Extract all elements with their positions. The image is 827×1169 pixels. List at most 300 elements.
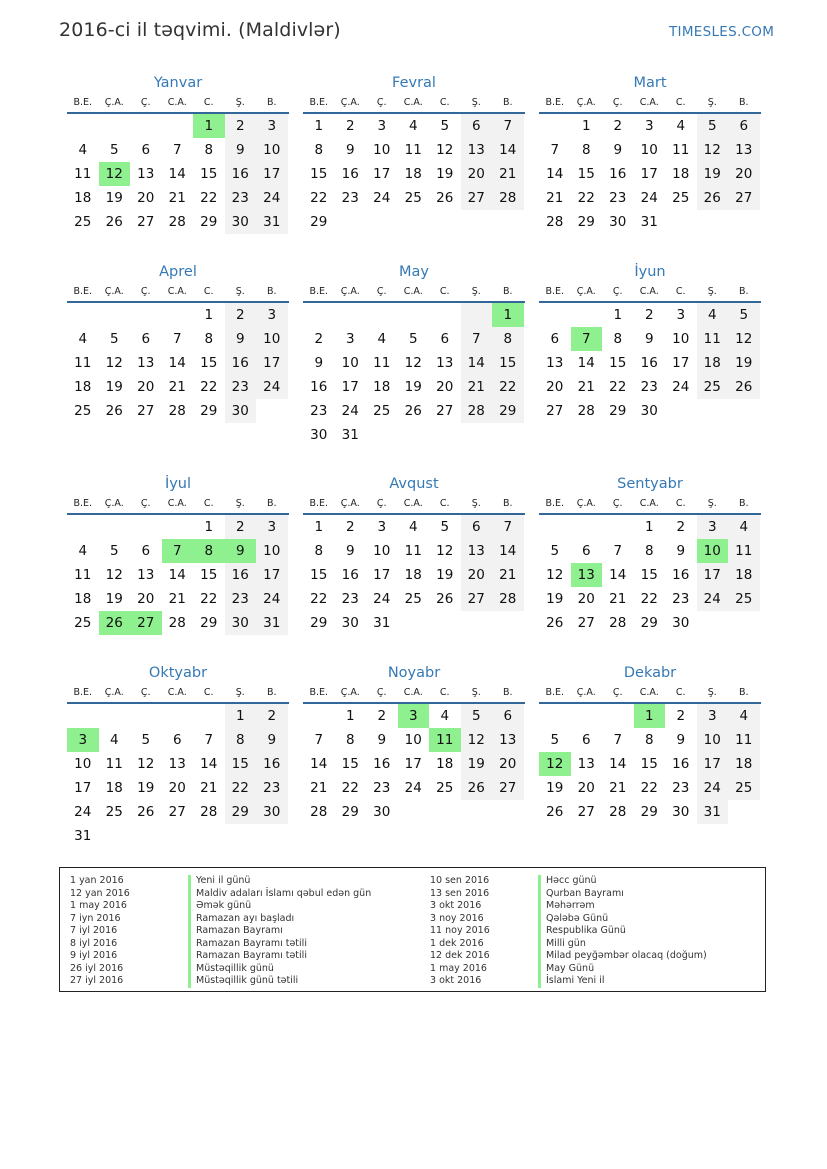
holiday-cell[interactable]: 12 [539,752,571,776]
day-cell[interactable]: 28 [492,587,524,611]
day-cell[interactable]: 11 [728,728,760,752]
day-cell[interactable]: 27 [137,214,155,230]
day-cell[interactable]: 4 [408,519,418,535]
day-cell[interactable]: 4 [109,732,119,748]
day-cell[interactable]: 21 [609,780,627,796]
day-cell[interactable]: 15 [225,752,257,776]
day-cell[interactable]: 25 [404,591,422,607]
day-cell[interactable]: 10 [672,331,690,347]
day-cell[interactable]: 10 [697,728,729,752]
day-cell[interactable]: 24 [697,587,729,611]
day-cell[interactable]: 25 [373,403,391,419]
day-cell[interactable]: 15 [341,756,359,772]
day-cell[interactable]: 6 [581,732,591,748]
day-cell[interactable]: 20 [492,752,524,776]
day-cell[interactable]: 3 [256,303,288,327]
day-cell[interactable]: 26 [105,214,123,230]
day-cell[interactable]: 8 [204,142,214,158]
day-cell[interactable]: 23 [672,780,690,796]
day-cell[interactable]: 12 [697,138,729,162]
day-cell[interactable]: 16 [341,567,359,583]
day-cell[interactable]: 15 [640,756,658,772]
day-cell[interactable]: 30 [341,615,359,631]
day-cell[interactable]: 19 [105,190,123,206]
day-cell[interactable]: 29 [200,214,218,230]
day-cell[interactable]: 19 [137,780,155,796]
day-cell[interactable]: 29 [609,403,627,419]
day-cell[interactable]: 10 [373,543,391,559]
day-cell[interactable]: 27 [436,403,454,419]
day-cell[interactable]: 27 [577,804,595,820]
day-cell[interactable]: 20 [168,780,186,796]
day-cell[interactable]: 24 [640,190,658,206]
day-cell[interactable]: 10 [256,327,288,351]
holiday-cell[interactable]: 13 [571,563,603,587]
day-cell[interactable]: 23 [225,375,257,399]
holiday-cell[interactable]: 7 [162,539,194,563]
day-cell[interactable]: 18 [74,379,92,395]
day-cell[interactable]: 9 [345,543,355,559]
day-cell[interactable]: 30 [225,210,257,234]
day-cell[interactable]: 25 [728,776,760,800]
day-cell[interactable]: 20 [577,591,595,607]
holiday-cell[interactable]: 1 [634,704,666,728]
day-cell[interactable]: 6 [141,543,151,559]
day-cell[interactable]: 29 [225,800,257,824]
day-cell[interactable]: 29 [310,615,328,631]
day-cell[interactable]: 14 [310,756,328,772]
day-cell[interactable]: 5 [440,118,450,134]
day-cell[interactable]: 23 [672,591,690,607]
day-cell[interactable]: 16 [640,355,658,371]
day-cell[interactable]: 22 [577,190,595,206]
day-cell[interactable]: 28 [546,214,564,230]
day-cell[interactable]: 21 [461,375,493,399]
day-cell[interactable]: 19 [461,752,493,776]
day-cell[interactable]: 21 [168,379,186,395]
day-cell[interactable]: 20 [728,162,760,186]
day-cell[interactable]: 23 [341,190,359,206]
day-cell[interactable]: 29 [640,615,658,631]
day-cell[interactable]: 13 [137,567,155,583]
day-cell[interactable]: 5 [109,142,119,158]
day-cell[interactable]: 1 [613,307,623,323]
day-cell[interactable]: 16 [609,166,627,182]
day-cell[interactable]: 17 [341,379,359,395]
day-cell[interactable]: 4 [697,303,729,327]
day-cell[interactable]: 16 [225,162,257,186]
day-cell[interactable]: 5 [461,704,493,728]
day-cell[interactable]: 22 [640,591,658,607]
day-cell[interactable]: 23 [373,780,391,796]
day-cell[interactable]: 23 [225,186,257,210]
day-cell[interactable]: 24 [256,186,288,210]
day-cell[interactable]: 8 [613,331,623,347]
day-cell[interactable]: 26 [546,615,564,631]
day-cell[interactable]: 20 [436,379,454,395]
holiday-cell[interactable]: 3 [67,728,99,752]
day-cell[interactable]: 5 [728,303,760,327]
day-cell[interactable]: 4 [78,331,88,347]
day-cell[interactable]: 19 [404,379,422,395]
day-cell[interactable]: 14 [168,166,186,182]
day-cell[interactable]: 10 [373,142,391,158]
day-cell[interactable]: 6 [461,515,493,539]
day-cell[interactable]: 24 [256,375,288,399]
day-cell[interactable]: 4 [728,515,760,539]
day-cell[interactable]: 12 [105,355,123,371]
day-cell[interactable]: 3 [256,114,288,138]
day-cell[interactable]: 28 [609,804,627,820]
day-cell[interactable]: 20 [137,379,155,395]
day-cell[interactable]: 16 [373,756,391,772]
day-cell[interactable]: 4 [377,331,387,347]
day-cell[interactable]: 4 [676,118,686,134]
day-cell[interactable]: 17 [256,162,288,186]
day-cell[interactable]: 31 [373,615,391,631]
day-cell[interactable]: 19 [436,166,454,182]
holiday-cell[interactable]: 26 [99,611,131,635]
day-cell[interactable]: 12 [436,543,454,559]
day-cell[interactable]: 28 [577,403,595,419]
day-cell[interactable]: 7 [172,142,182,158]
holiday-cell[interactable]: 12 [99,162,131,186]
day-cell[interactable]: 10 [74,756,92,772]
day-cell[interactable]: 1 [204,307,214,323]
day-cell[interactable]: 10 [341,355,359,371]
day-cell[interactable]: 6 [141,331,151,347]
day-cell[interactable]: 21 [200,780,218,796]
day-cell[interactable]: 6 [461,114,493,138]
day-cell[interactable]: 27 [461,186,493,210]
day-cell[interactable]: 29 [200,615,218,631]
day-cell[interactable]: 1 [225,704,257,728]
day-cell[interactable]: 30 [256,800,288,824]
day-cell[interactable]: 6 [141,142,151,158]
day-cell[interactable]: 18 [672,166,690,182]
day-cell[interactable]: 9 [314,355,324,371]
day-cell[interactable]: 3 [377,118,387,134]
day-cell[interactable]: 6 [728,114,760,138]
day-cell[interactable]: 24 [373,591,391,607]
day-cell[interactable]: 13 [728,138,760,162]
day-cell[interactable]: 27 [577,615,595,631]
day-cell[interactable]: 8 [345,732,355,748]
day-cell[interactable]: 31 [341,427,359,443]
day-cell[interactable]: 17 [640,166,658,182]
day-cell[interactable]: 7 [613,732,623,748]
day-cell[interactable]: 30 [672,804,690,820]
day-cell[interactable]: 22 [310,190,328,206]
day-cell[interactable]: 22 [200,591,218,607]
day-cell[interactable]: 28 [168,403,186,419]
day-cell[interactable]: 26 [137,804,155,820]
day-cell[interactable]: 25 [436,780,454,796]
day-cell[interactable]: 17 [256,563,288,587]
day-cell[interactable]: 11 [74,166,92,182]
day-cell[interactable]: 9 [644,331,654,347]
day-cell[interactable]: 26 [546,804,564,820]
day-cell[interactable]: 15 [200,567,218,583]
day-cell[interactable]: 23 [256,776,288,800]
day-cell[interactable]: 21 [310,780,328,796]
day-cell[interactable]: 9 [613,142,623,158]
day-cell[interactable]: 9 [377,732,387,748]
day-cell[interactable]: 25 [105,804,123,820]
holiday-cell[interactable]: 10 [697,539,729,563]
day-cell[interactable]: 18 [728,563,760,587]
day-cell[interactable]: 22 [609,379,627,395]
day-cell[interactable]: 9 [676,732,686,748]
day-cell[interactable]: 25 [74,214,92,230]
day-cell[interactable]: 11 [105,756,123,772]
day-cell[interactable]: 1 [581,118,591,134]
day-cell[interactable]: 7 [613,543,623,559]
day-cell[interactable]: 18 [74,190,92,206]
day-cell[interactable]: 11 [697,327,729,351]
day-cell[interactable]: 4 [78,142,88,158]
day-cell[interactable]: 15 [492,351,524,375]
day-cell[interactable]: 24 [256,587,288,611]
day-cell[interactable]: 3 [256,515,288,539]
day-cell[interactable]: 28 [200,804,218,820]
holiday-cell[interactable]: 9 [225,539,257,563]
day-cell[interactable]: 13 [436,355,454,371]
day-cell[interactable]: 19 [546,591,564,607]
day-cell[interactable]: 26 [728,375,760,399]
day-cell[interactable]: 28 [168,615,186,631]
day-cell[interactable]: 11 [404,543,422,559]
day-cell[interactable]: 22 [225,776,257,800]
day-cell[interactable]: 24 [404,780,422,796]
day-cell[interactable]: 15 [577,166,595,182]
day-cell[interactable]: 14 [461,351,493,375]
day-cell[interactable]: 30 [640,403,658,419]
day-cell[interactable]: 20 [546,379,564,395]
day-cell[interactable]: 30 [225,611,257,635]
day-cell[interactable]: 22 [200,190,218,206]
day-cell[interactable]: 27 [546,403,564,419]
day-cell[interactable]: 24 [341,403,359,419]
day-cell[interactable]: 15 [200,166,218,182]
day-cell[interactable]: 17 [373,166,391,182]
day-cell[interactable]: 1 [314,519,324,535]
day-cell[interactable]: 23 [225,587,257,611]
day-cell[interactable]: 1 [345,708,355,724]
day-cell[interactable]: 6 [550,331,560,347]
day-cell[interactable]: 16 [341,166,359,182]
day-cell[interactable]: 11 [672,142,690,158]
day-cell[interactable]: 31 [74,828,92,844]
day-cell[interactable]: 11 [74,355,92,371]
day-cell[interactable]: 27 [168,804,186,820]
day-cell[interactable]: 11 [728,539,760,563]
day-cell[interactable]: 18 [436,756,454,772]
day-cell[interactable]: 8 [204,331,214,347]
day-cell[interactable]: 30 [373,804,391,820]
day-cell[interactable]: 2 [256,704,288,728]
day-cell[interactable]: 7 [461,327,493,351]
day-cell[interactable]: 15 [200,355,218,371]
holiday-cell[interactable]: 1 [492,303,524,327]
day-cell[interactable]: 6 [492,704,524,728]
day-cell[interactable]: 9 [225,327,257,351]
day-cell[interactable]: 4 [78,543,88,559]
day-cell[interactable]: 25 [404,190,422,206]
day-cell[interactable]: 10 [404,732,422,748]
day-cell[interactable]: 18 [404,166,422,182]
day-cell[interactable]: 19 [105,379,123,395]
day-cell[interactable]: 29 [341,804,359,820]
day-cell[interactable]: 3 [377,519,387,535]
day-cell[interactable]: 14 [168,355,186,371]
day-cell[interactable]: 1 [314,118,324,134]
day-cell[interactable]: 3 [676,307,686,323]
day-cell[interactable]: 25 [74,403,92,419]
day-cell[interactable]: 22 [341,780,359,796]
day-cell[interactable]: 13 [546,355,564,371]
day-cell[interactable]: 3 [345,331,355,347]
day-cell[interactable]: 14 [546,166,564,182]
day-cell[interactable]: 24 [74,804,92,820]
day-cell[interactable]: 12 [137,756,155,772]
day-cell[interactable]: 18 [74,591,92,607]
day-cell[interactable]: 29 [577,214,595,230]
holiday-cell[interactable]: 7 [571,327,603,351]
day-cell[interactable]: 26 [436,591,454,607]
day-cell[interactable]: 20 [577,780,595,796]
day-cell[interactable]: 24 [697,776,729,800]
day-cell[interactable]: 21 [492,162,524,186]
day-cell[interactable]: 6 [440,331,450,347]
day-cell[interactable]: 9 [225,138,257,162]
day-cell[interactable]: 21 [168,190,186,206]
day-cell[interactable]: 26 [461,776,493,800]
day-cell[interactable]: 7 [492,515,524,539]
day-cell[interactable]: 22 [640,780,658,796]
day-cell[interactable]: 12 [461,728,493,752]
day-cell[interactable]: 21 [168,591,186,607]
day-cell[interactable]: 20 [137,190,155,206]
day-cell[interactable]: 22 [492,375,524,399]
day-cell[interactable]: 8 [225,728,257,752]
day-cell[interactable]: 16 [310,379,328,395]
day-cell[interactable]: 2 [314,331,324,347]
day-cell[interactable]: 2 [676,519,686,535]
day-cell[interactable]: 19 [105,591,123,607]
day-cell[interactable]: 13 [461,138,493,162]
day-cell[interactable]: 12 [436,142,454,158]
day-cell[interactable]: 16 [672,567,690,583]
day-cell[interactable]: 23 [609,190,627,206]
day-cell[interactable]: 21 [492,563,524,587]
day-cell[interactable]: 7 [172,331,182,347]
day-cell[interactable]: 3 [644,118,654,134]
day-cell[interactable]: 27 [728,186,760,210]
day-cell[interactable]: 30 [310,427,328,443]
day-cell[interactable]: 13 [577,756,595,772]
day-cell[interactable]: 30 [672,615,690,631]
day-cell[interactable]: 31 [256,611,288,635]
day-cell[interactable]: 11 [404,142,422,158]
day-cell[interactable]: 26 [436,190,454,206]
day-cell[interactable]: 8 [314,142,324,158]
day-cell[interactable]: 8 [644,543,654,559]
day-cell[interactable]: 20 [461,563,493,587]
day-cell[interactable]: 10 [640,142,658,158]
day-cell[interactable]: 5 [408,331,418,347]
day-cell[interactable]: 5 [697,114,729,138]
day-cell[interactable]: 29 [310,214,328,230]
holiday-cell[interactable]: 8 [193,539,225,563]
day-cell[interactable]: 9 [345,142,355,158]
day-cell[interactable]: 17 [373,567,391,583]
day-cell[interactable]: 18 [404,567,422,583]
day-cell[interactable]: 30 [609,214,627,230]
day-cell[interactable]: 11 [74,567,92,583]
day-cell[interactable]: 12 [546,567,564,583]
day-cell[interactable]: 9 [256,728,288,752]
day-cell[interactable]: 1 [204,519,214,535]
day-cell[interactable]: 2 [377,708,387,724]
day-cell[interactable]: 18 [373,379,391,395]
day-cell[interactable]: 22 [200,379,218,395]
day-cell[interactable]: 8 [644,732,654,748]
day-cell[interactable]: 15 [310,166,328,182]
holiday-cell[interactable]: 3 [398,704,430,728]
day-cell[interactable]: 25 [697,375,729,399]
day-cell[interactable]: 15 [609,355,627,371]
day-cell[interactable]: 31 [697,800,729,824]
day-cell[interactable]: 23 [341,591,359,607]
day-cell[interactable]: 2 [345,519,355,535]
day-cell[interactable]: 10 [256,138,288,162]
day-cell[interactable]: 25 [728,587,760,611]
day-cell[interactable]: 3 [697,704,729,728]
day-cell[interactable]: 21 [546,190,564,206]
day-cell[interactable]: 12 [105,567,123,583]
day-cell[interactable]: 5 [109,543,119,559]
day-cell[interactable]: 30 [225,399,257,423]
day-cell[interactable]: 16 [256,752,288,776]
day-cell[interactable]: 5 [440,519,450,535]
day-cell[interactable]: 27 [492,776,524,800]
day-cell[interactable]: 28 [461,399,493,423]
day-cell[interactable]: 2 [225,114,257,138]
day-cell[interactable]: 8 [581,142,591,158]
day-cell[interactable]: 19 [697,162,729,186]
day-cell[interactable]: 31 [256,210,288,234]
day-cell[interactable]: 12 [404,355,422,371]
day-cell[interactable]: 7 [204,732,214,748]
day-cell[interactable]: 24 [672,379,690,395]
day-cell[interactable]: 14 [609,756,627,772]
day-cell[interactable]: 11 [373,355,391,371]
day-cell[interactable]: 1 [644,519,654,535]
holiday-cell[interactable]: 27 [130,611,162,635]
holiday-cell[interactable]: 1 [193,114,225,138]
day-cell[interactable]: 20 [461,162,493,186]
day-cell[interactable]: 17 [672,355,690,371]
day-cell[interactable]: 27 [137,403,155,419]
day-cell[interactable]: 2 [613,118,623,134]
day-cell[interactable]: 6 [172,732,182,748]
day-cell[interactable]: 27 [461,587,493,611]
day-cell[interactable]: 28 [168,214,186,230]
day-cell[interactable]: 16 [225,563,257,587]
day-cell[interactable]: 29 [492,399,524,423]
day-cell[interactable]: 17 [697,563,729,587]
